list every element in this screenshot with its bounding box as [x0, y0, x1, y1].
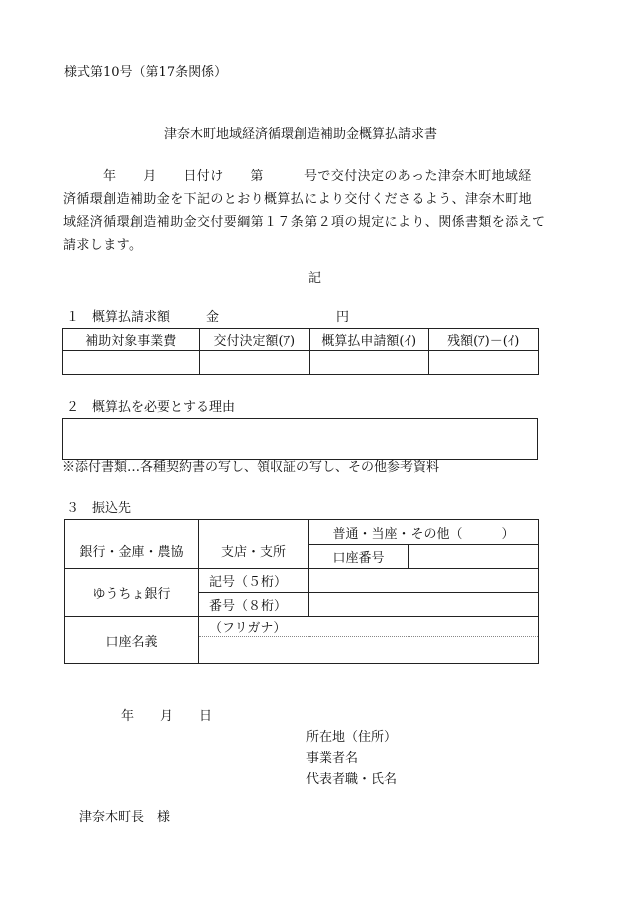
account-number-label: 口座番号 [309, 545, 409, 569]
representative-label: 代表者職・氏名 [306, 772, 398, 787]
table-header-row [63, 329, 539, 351]
addressee: 津奈木町長 様 [79, 810, 171, 825]
intro-line: 済循環創造補助金を下記のとおり概算払により交付くださるよう、津奈木町地 [63, 192, 533, 207]
intro-line: 請求します。 [63, 238, 143, 253]
table-row [63, 351, 539, 375]
holder-field[interactable] [199, 637, 539, 664]
section3-heading: ３ 振込先 [66, 501, 132, 516]
section2-heading: ２ 概算払を必要とする理由 [66, 400, 236, 415]
section1-kin: 金 [206, 310, 220, 325]
form-number: 様式第10号（第17条関係） [64, 65, 228, 80]
account-type[interactable]: 普通・当座・その他（ ） [309, 520, 539, 545]
business-label: 事業者名 [306, 751, 359, 766]
balance-cell[interactable] [428, 351, 539, 375]
amount-table [62, 328, 539, 375]
reason-box[interactable] [62, 418, 538, 460]
project-cost-cell[interactable] [63, 351, 200, 375]
account-number-field[interactable] [409, 545, 539, 569]
document-title: 津奈木町地域経済循環創造補助金概算払請求書 [164, 127, 438, 142]
intro-line: 年 月 日付け 第 号で交付決定のあった津奈木町地域経 [103, 169, 532, 184]
bangou-field[interactable] [309, 593, 539, 617]
ki-heading: 記 [308, 271, 322, 286]
header-decision-amount: 交付決定額(ｱ) [199, 329, 309, 351]
header-request-amount: 概算払申請額(ｲ) [310, 329, 428, 351]
header-balance: 残額(ｱ)－(ｲ) [428, 329, 539, 351]
yucho-label: ゆうちょ銀行 [65, 569, 199, 617]
intro-paragraph [63, 165, 569, 257]
decision-amount-cell[interactable] [199, 351, 309, 375]
date-line: 年 月 日 [121, 709, 213, 724]
address-label: 所在地（住所） [306, 730, 398, 745]
intro-line: 域経済循環創造補助金交付要綱第１７条第２項の規定により、関係書類を添えて [63, 215, 546, 230]
kigou-label: 記号（５桁） [199, 569, 309, 593]
section1-heading: １ 概算払請求額 [66, 310, 171, 325]
furigana-label: （フリガナ） [199, 617, 539, 637]
section1-yen: 円 [336, 310, 350, 325]
request-amount-cell[interactable] [310, 351, 428, 375]
branch-label: 支店・支所 [199, 520, 309, 569]
bank-label: 銀行・金庫・農協 [65, 520, 199, 569]
attachment-note: ※添付書類…各種契約書の写し、領収証の写し、その他参考資料 [62, 460, 440, 475]
transfer-table [64, 519, 539, 664]
header-project-cost: 補助対象事業費 [63, 329, 200, 351]
holder-label: 口座名義 [65, 617, 199, 664]
bangou-label: 番号（８桁） [199, 593, 309, 617]
kigou-field[interactable] [309, 569, 539, 593]
